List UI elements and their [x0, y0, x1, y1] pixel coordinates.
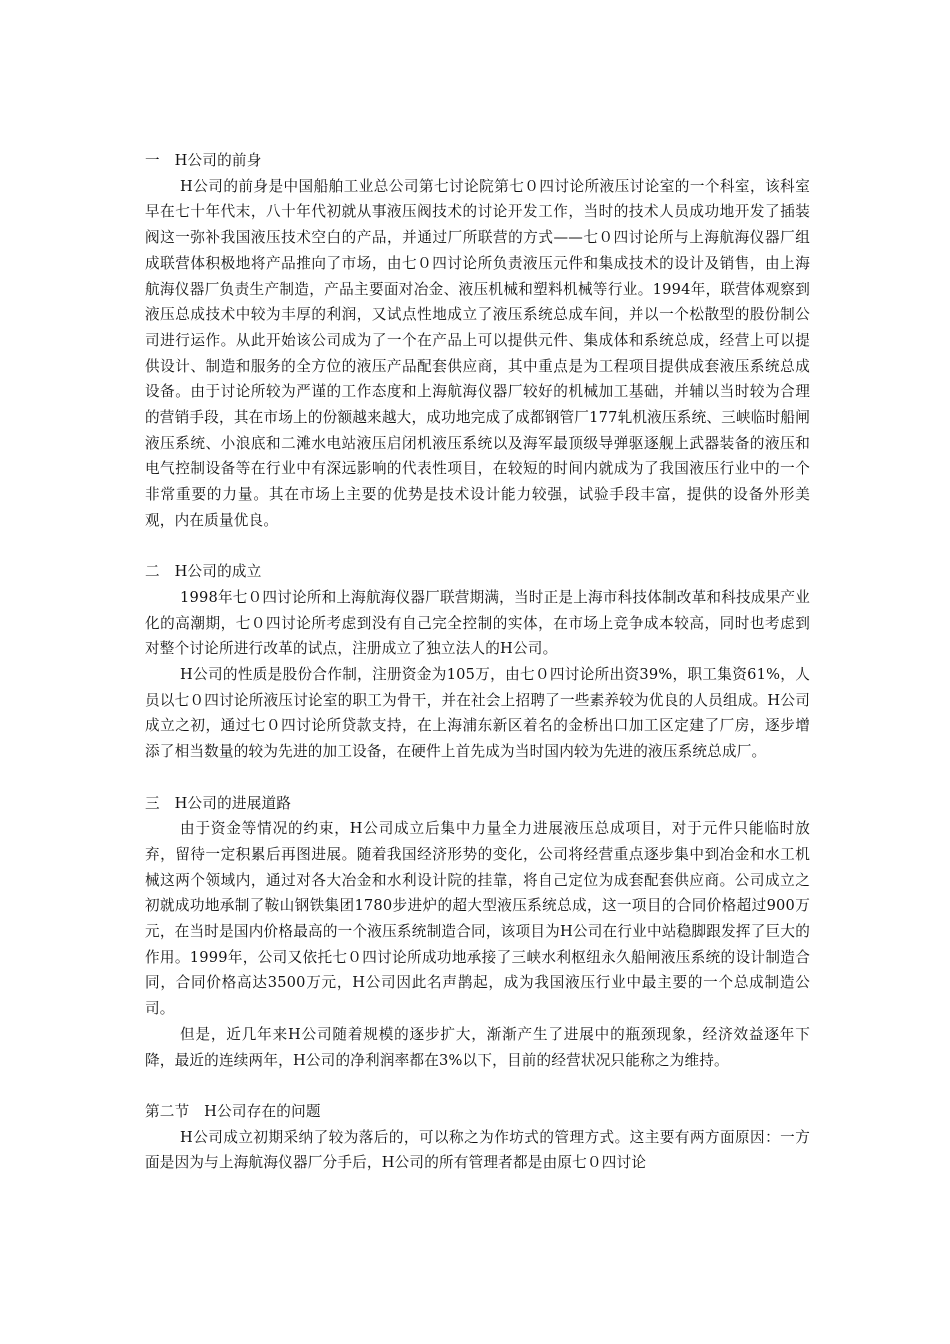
section-heading: 二 H公司的成立 [145, 563, 262, 581]
body-paragraph: H公司成立初期采纳了较为落后的，可以称之为作坊式的管理方式。这主要有两方面原因：一方面是因为与上海航海仪器厂分手后，H公司的所有管理者都是由原七０四讨论 [145, 1128, 810, 1172]
section-heading: 三 H公司的进展道路 [145, 794, 292, 812]
section-existing-problems [145, 1099, 810, 1176]
section-heading: 一 H公司的前身 [145, 152, 262, 169]
body-paragraph: 由于资金等情况的约束，H公司成立后集中力量全力进展液压总成项目，对于元件只能临时放弃，留待一定积累后再图进展。随着我国经济形势的变化，公司将经营重点逐步集中到冶金和水工机械这两个领域内，通过对各大冶金和水利设计院的挂靠，将自己定位为成套配套供应商。公司成立之初就成功地承制了鞍山钢铁集团1780步进炉的超大型液压系统总成，这一项目的合同价格超过900万元，在当时是国内价格最高的一个液压系统制造合同，该项目为H公司在行业中站稳脚跟发挥了巨大的作用。1999年，公司又依托七０四讨论所成功地承接了三峡水利枢纽永久船闸液压系统的设计制造合同，合同价格高达3500万元，H公司因此名声鹊起，成为我国液压行业中最主要的一个总成制造公司。 [145, 820, 810, 1018]
body-paragraph: H公司的前身是中国船舶工业总公司第七讨论院第七０四讨论所液压讨论室的一个科室，该科室早在七十年代末，八十年代初就从事液压阀技术的讨论开发工作，当时的技术人员成功地开发了插装阀这一弥补我国液压技术空白的产品，并通过厂所联营的方式——七０四讨论所与上海航海仪器厂组成联营体积极地将产品推向了市场，由七０四讨论所负责液压元件和集成技术的设计及销售，由上海航海仪器厂负责生产制造，产品主要面对冶金、液压机械和塑料机械等行业。1994年，联营体观察到液压总成技术中较为丰厚的利润，又试点性地成立了液压系统总成车间，并以一个松散型的股份制公司进行运作。从此开始该公司成为了一个在产品上可以提供元件、集成体和系统总成，经营上可以提供设计、制造和服务的全方位的液压产品配套供应商，其中重点是为工程项目提供成套液压系统总成设备。由于讨论所较为严谨的工作态度和上海航海仪器厂较好的机械加工基础，并辅以当时较为合理的营销手段，其在市场上的份额越来越大，成功地完成了成都钢管厂177轧机液压系统、三峡临时船闸液压系统、小浪底和二滩水电站液压启闭机液压系统以及海军最顶级导弹驱逐舰上武器装备的液压和电气控制设备等在行业中有深远影响的代表性项目，在较短的时间内就成为了我国液压行业中的一个非常重要的力量。其在市场上主要的优势是技术设计能力较强，试验手段丰富，提供的设备外形美观，内在质量优良。 [145, 177, 810, 529]
body-paragraph: 但是，近几年来H公司随着规模的逐步扩大，渐渐产生了进展中的瓶颈现象，经济效益逐年下降，最近的连续两年，H公司的净利润率都在3%以下，目前的经营状况只能称之为维持。 [145, 1025, 810, 1069]
body-paragraph: 1998年七０四讨论所和上海航海仪器厂联营期满，当时正是上海市科技体制改革和科技成果产业化的高潮期，七０四讨论所考虑到没有自己完全控制的实体，在市场上竞争成本较高，同时也考虑到对整个讨论所进行改革的试点，注册成立了独立法人的H公司。 [145, 588, 810, 658]
section-predecessor [145, 148, 810, 534]
body-paragraph: H公司的性质是股份合作制，注册资金为105万，由七０四讨论所出资39%，职工集资61%，人员以七０四讨论所液压讨论室的职工为骨干，并在社会上招聘了一些素养较为优良的人员组成。H公司成立之初，通过七０四讨论所贷款支持，在上海浦东新区着名的金桥出口加工区定建了厂房，逐步增添了相当数量的较为先进的加工设备，在硬件上首先成为当时国内较为先进的液压系统总成厂。 [145, 666, 810, 761]
section-development-path [145, 791, 810, 1074]
document-body [145, 148, 810, 1176]
section-heading: 第二节 H公司存在的问题 [145, 1102, 321, 1120]
section-establishment [145, 559, 810, 765]
